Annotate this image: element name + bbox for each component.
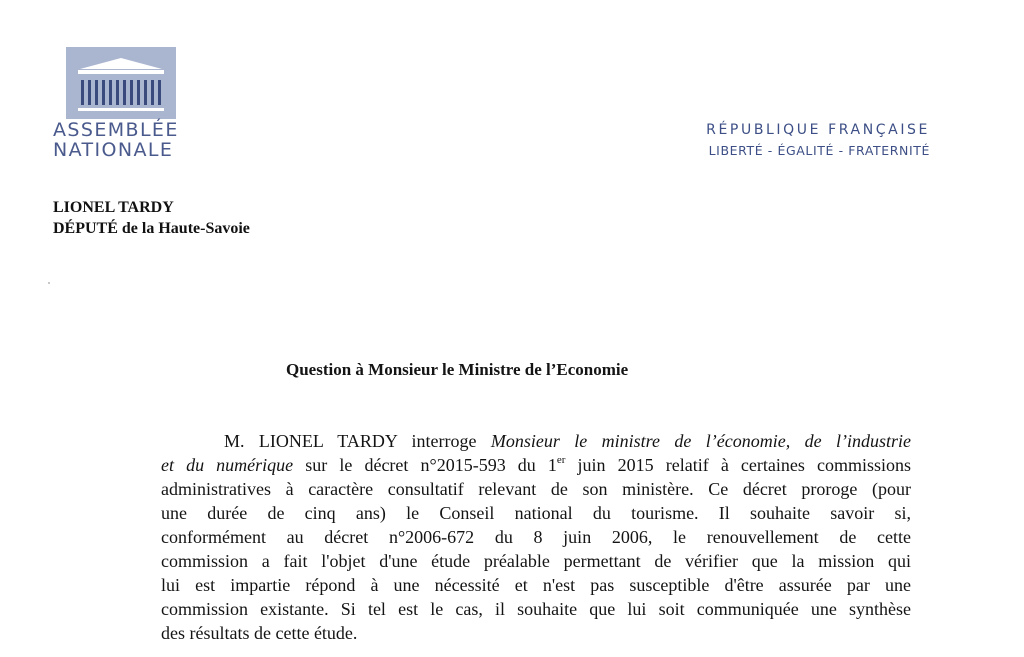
minister-title-part-1: Monsieur le ministre de l’économie, de l’industrie bbox=[490, 431, 911, 451]
assemblee-nationale-emblem-icon bbox=[66, 47, 176, 119]
body-line-9: des résultats de cette étude. bbox=[161, 623, 358, 643]
scan-speck bbox=[48, 282, 50, 284]
assembly-line-2: NATIONALE bbox=[53, 139, 174, 161]
body-line-2-c: juin 2015 relatif à certaines commissions bbox=[565, 455, 911, 475]
question-heading: Question à Monsieur le Ministre de l’Economie bbox=[286, 360, 629, 379]
assemblee-nationale-wordmark bbox=[53, 120, 179, 160]
body-line-3: administratives à caractère consultatif relevant de son ministère. Ce décret proroge (pour bbox=[161, 479, 911, 499]
republic-motto: LIBERTÉ - ÉGALITÉ - FRATERNITÉ bbox=[708, 143, 930, 158]
body-line-2 bbox=[161, 453, 911, 477]
body-line-4: une durée de cinq ans) le Conseil national du tourisme. Il souhaite savoir si, bbox=[161, 503, 911, 523]
body-line-2-b: sur le décret n°2015-593 du 1 bbox=[293, 455, 557, 475]
minister-title-part-2: et du numérique bbox=[161, 455, 294, 475]
deputy-title: DÉPUTÉ de la Haute-Savoie bbox=[53, 220, 250, 237]
ordinal-superscript: er bbox=[556, 454, 566, 466]
body-line-6: commission a fait l'objet d'une étude préalable permettant de vérifier que la mission qui bbox=[161, 551, 911, 571]
assembly-line-1: ASSEMBLÉE bbox=[53, 119, 179, 141]
republic-header bbox=[706, 120, 930, 162]
body-line-8: commission existante. Si tel est le cas, il souhaite que lui soit communiquée une synthèse bbox=[161, 599, 911, 619]
deputy-name: LIONEL TARDY bbox=[53, 199, 174, 216]
body-line-1-a: M. LIONEL TARDY interroge bbox=[224, 431, 491, 451]
body-line-5: conformément au décret n°2006-672 du 8 juin 2006, le renouvellement de cette bbox=[161, 527, 911, 547]
body-line-1 bbox=[161, 429, 911, 453]
body-line-7: lui est impartie répond à une nécessité et n'est pas susceptible d'être assurée par une bbox=[161, 575, 911, 595]
question-body bbox=[161, 429, 911, 645]
deputy-block bbox=[53, 197, 250, 239]
republic-title: RÉPUBLIQUE FRANÇAISE bbox=[706, 122, 930, 138]
